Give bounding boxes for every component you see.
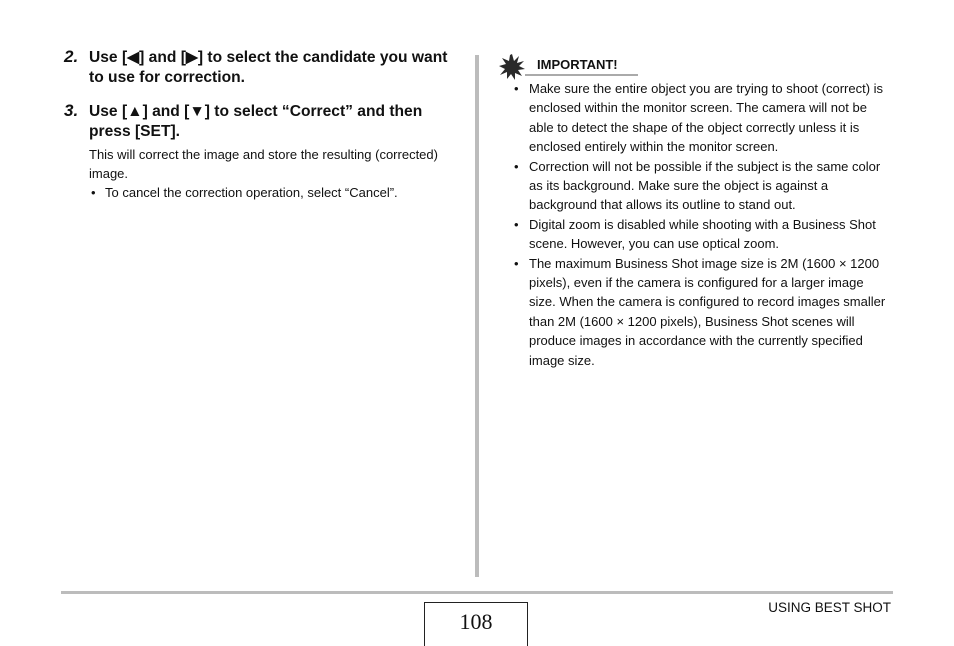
important-item: • Make sure the entire object you are trying to shoot (correct) is enclosed within the monitor screen. The camera will not be able to detect the shape of the object correctly unless it is enclosed entirely within the monitor screen. bbox=[513, 79, 893, 157]
step-title: Use [◀] and [▶] to select the candidate you want to use for correction. bbox=[89, 49, 448, 86]
important-item: • Correction will not be possible if the subject is the same color as its background. Make sure the object is against a background that allows its outline to stand out. bbox=[513, 157, 893, 215]
important-item: • Digital zoom is disabled while shooting with a Business Shot scene. However, you can use optical zoom. bbox=[513, 215, 893, 254]
important-underline bbox=[525, 74, 638, 76]
important-item: • The maximum Business Shot image size is 2M (1600 × 1200 pixels), even if the camera is configured for a larger image size. When the camera is configured to record images smaller than 2M (1600 × 1200 pixels), Business Shot scenes will produce images in accordance with the currently specified image size. bbox=[513, 254, 893, 370]
step-3 bbox=[64, 102, 464, 142]
page-number: 108 bbox=[424, 602, 528, 646]
column-divider bbox=[475, 55, 479, 577]
step-2 bbox=[64, 48, 464, 88]
footer-rule bbox=[61, 591, 893, 594]
step-title: Use [▲] and [▼] to select “Correct” and then press [SET]. bbox=[89, 103, 423, 140]
important-list bbox=[513, 79, 893, 370]
important-label: IMPORTANT! bbox=[537, 57, 618, 72]
important-header bbox=[499, 54, 639, 80]
step-number: 3. bbox=[64, 101, 79, 120]
step-number: 2. bbox=[64, 47, 79, 66]
starburst-icon bbox=[499, 54, 525, 80]
step-3-bullet: • To cancel the correction operation, select “Cancel”. bbox=[89, 183, 449, 202]
step-3-description: This will correct the image and store the resulting (corrected) image. bbox=[89, 147, 438, 181]
section-name: USING BEST SHOT bbox=[768, 600, 891, 615]
step-3-body bbox=[89, 145, 449, 202]
